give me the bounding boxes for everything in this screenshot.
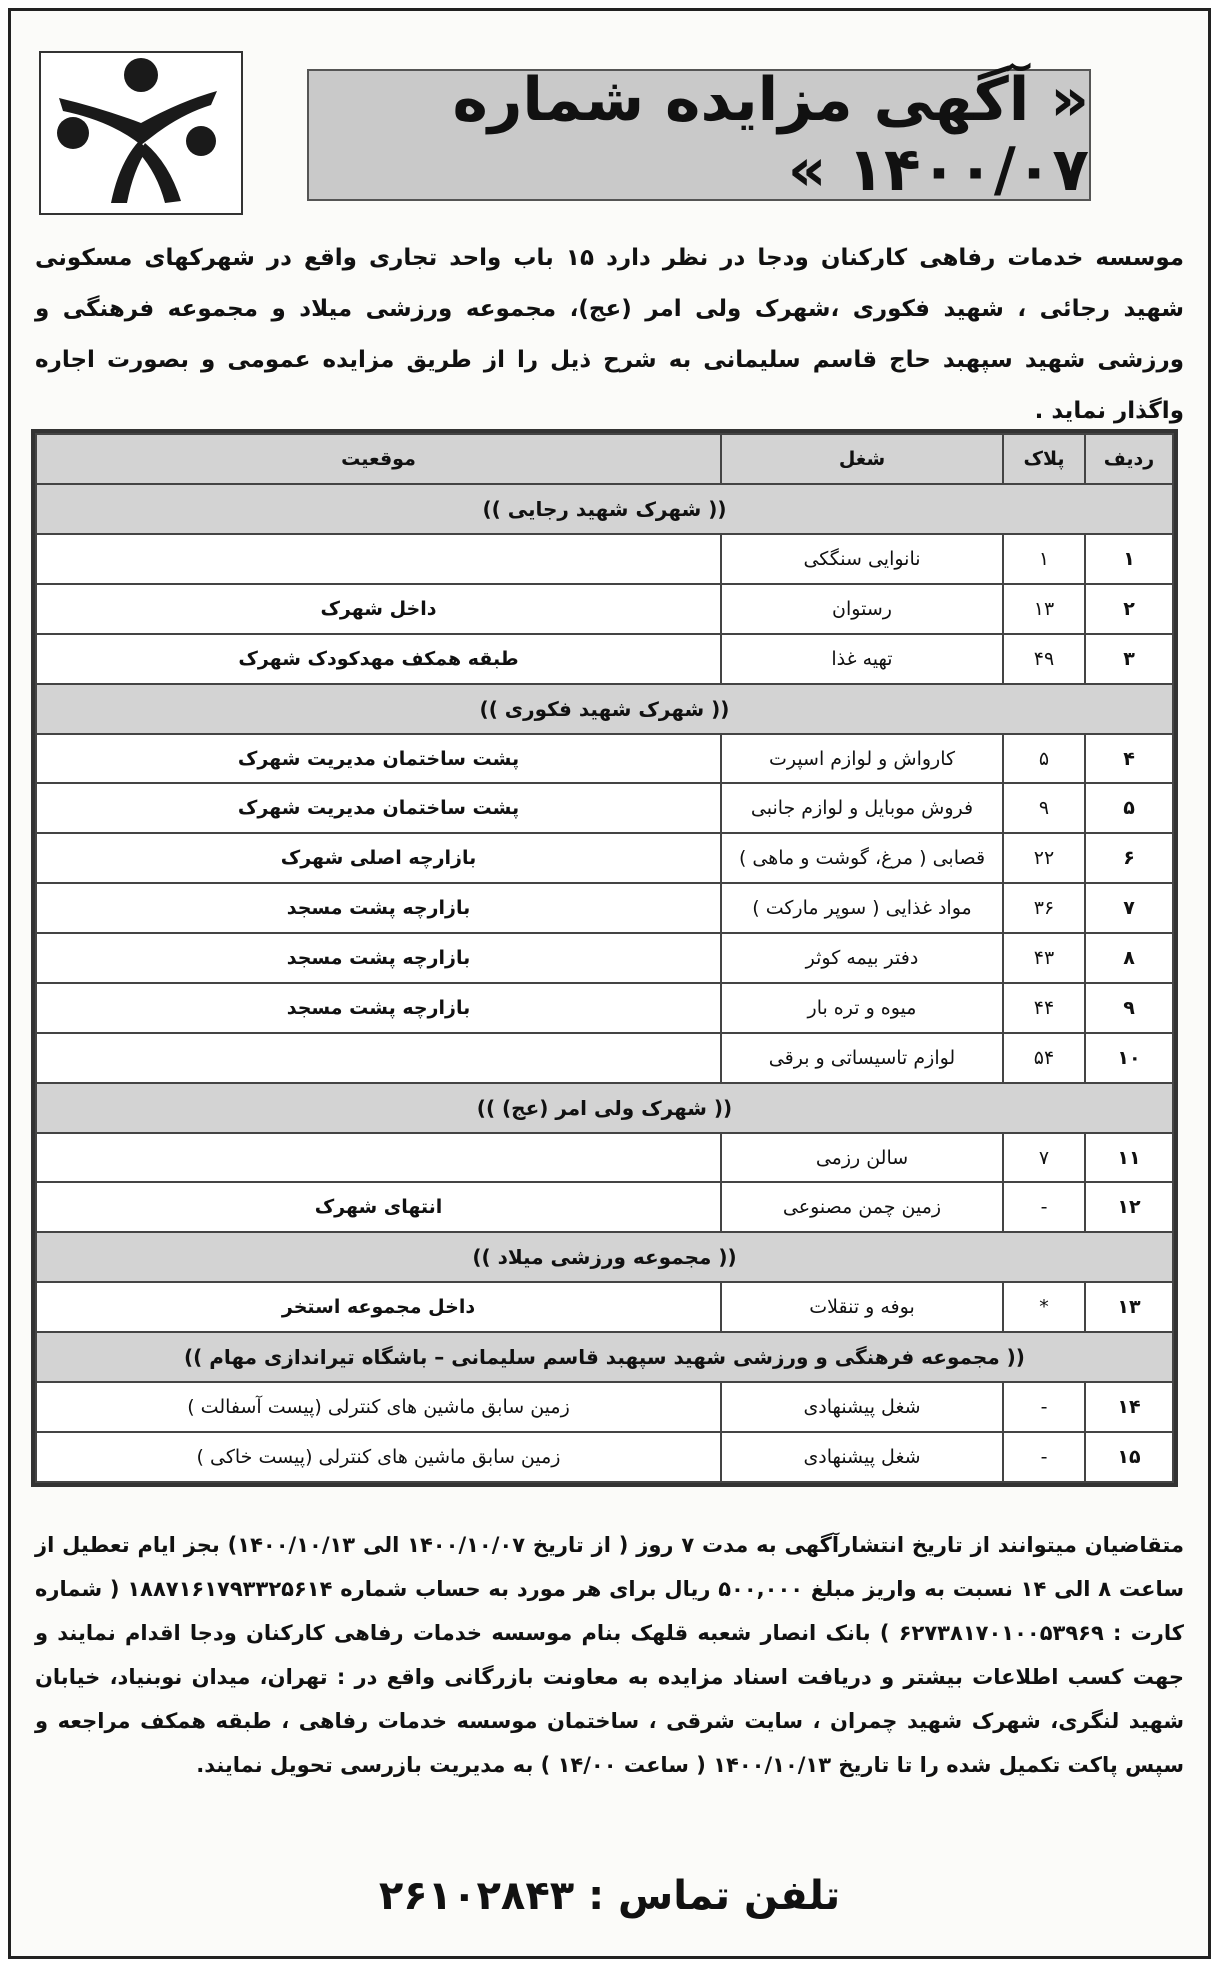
table-row	[36, 634, 1173, 684]
cell-plate: ۱۳	[1003, 584, 1085, 634]
cell-job: لوازم تاسیساتی و برقی	[721, 1033, 1003, 1083]
units-table-frame	[31, 429, 1178, 1487]
cell-location: زمین سابق ماشین های کنترلی (پیست خاکی )	[36, 1432, 721, 1482]
cell-row: ۱۳	[1085, 1282, 1173, 1332]
cell-plate: -	[1003, 1382, 1085, 1432]
organization-logo	[39, 51, 243, 215]
table-row	[36, 833, 1173, 883]
section-title: (( مجموعه ورزشی میلاد ))	[36, 1232, 1173, 1282]
units-table	[35, 433, 1174, 1483]
notice-title: « آگهی مزایده شماره ۱۴۰۰/۰۷ »	[452, 65, 1089, 205]
section-title: (( شهرک شهید فکوری ))	[36, 684, 1173, 734]
header-job: شغل	[721, 434, 1003, 484]
section-title: (( مجموعه فرهنگی و ورزشی شهید سپهبد قاسم سلیمانی – باشگاه تیراندازی مهام ))	[36, 1332, 1173, 1382]
intro-paragraph: موسسه خدمات رفاهی کارکنان ودجا در نظر دارد ۱۵ باب واحد تجاری واقع در شهرکهای مسکونی شهید رجائی ، شهید فکوری ،شهرک ولی امر (عج)، مجموعه ورزشی میلاد و مجموعه فرهنگی و ورزشی شهید سپهبد حاج قاسم سلیمانی به شرح ذیل را از طریق مزایده عمومی و بصورت اجاره واگذار نماید .	[35, 245, 1184, 424]
table-row	[36, 534, 1173, 584]
cell-job: قصابی ( مرغ، گوشت و ماهی )	[721, 833, 1003, 883]
cell-row: ۲	[1085, 584, 1173, 634]
table-header-row	[36, 434, 1173, 484]
instructions-paragraph: متقاضیان میتوانند از تاریخ انتشارآگهی به مدت ۷ روز ( از تاریخ ۱۴۰۰/۱۰/۰۷ الی ۱۴۰۰/۱۰/۱۳) بجز ایام تعطیل از ساعت ۸ الی ۱۴ نسبت به واریز مبلغ ۵۰۰,۰۰۰ ریال برای هر مورد به حساب شماره ۱۸۸۷۱۶۱۷۹۳۳۲۵۶۱۴ ( شماره کارت : ۶۲۷۳۸۱۷۰۱۰۰۵۳۹۶۹ ) بانک انصار شعبه قلهک بنام موسسه خدمات رفاهی کارکنان ودجا اقدام نمایند و جهت کسب اطلاعات بیشتر و دریافت اسناد مزایده به معاونت بازرگانی واقع در : تهران، میدان نوبنیاد، خیابان شهید لنگری، شهرک شهید چمران ، سایت شرقی ، ساختمان موسسه خدمات رفاهی ، طبقه همکف مراجعه و سپس پاکت تکمیل شده را تا تاریخ ۱۴۰۰/۱۰/۱۳ ( ساعت ۱۴/۰۰ ) به مدیریت بازرسی تحویل نمایند.	[35, 1533, 1184, 1777]
table-row	[36, 1432, 1173, 1482]
cell-location	[36, 534, 721, 584]
cell-job: دفتر بیمه کوثر	[721, 933, 1003, 983]
table-row	[36, 1133, 1173, 1183]
contact-phone: تلفن تماس : ۲۶۱۰۲۸۴۳	[378, 1873, 841, 1919]
cell-location: داخل مجموعه استخر	[36, 1282, 721, 1332]
cell-plate: ۴۳	[1003, 933, 1085, 983]
cell-job: نانوایی سنگکی	[721, 534, 1003, 584]
cell-row: ۶	[1085, 833, 1173, 883]
cell-plate: ۵	[1003, 734, 1085, 784]
cell-row: ۵	[1085, 783, 1173, 833]
cell-plate: ۳۶	[1003, 883, 1085, 933]
cell-job: بوفه و تنقلات	[721, 1282, 1003, 1332]
cell-plate: -	[1003, 1432, 1085, 1482]
cell-row: ۷	[1085, 883, 1173, 933]
section-title: (( شهرک ولی امر (عج) ))	[36, 1083, 1173, 1133]
cell-row: ۹	[1085, 983, 1173, 1033]
cell-row: ۱۴	[1085, 1382, 1173, 1432]
cell-location	[36, 1133, 721, 1183]
header-row-number: ردیف	[1085, 434, 1173, 484]
cell-job: زمین چمن مصنوعی	[721, 1182, 1003, 1232]
cell-job: میوه و تره بار	[721, 983, 1003, 1033]
cell-job: تهیه غذا	[721, 634, 1003, 684]
cell-row: ۱۰	[1085, 1033, 1173, 1083]
cell-job: فروش موبایل و لوازم جانبی	[721, 783, 1003, 833]
cell-row: ۳	[1085, 634, 1173, 684]
cell-row: ۸	[1085, 933, 1173, 983]
cell-location: طبقه همکف مهدکودک شهرک	[36, 634, 721, 684]
table-row	[36, 783, 1173, 833]
cell-plate: -	[1003, 1182, 1085, 1232]
cell-location: پشت ساختمان مدیریت شهرک	[36, 783, 721, 833]
cell-location: بازارچه پشت مسجد	[36, 983, 721, 1033]
header-location: موقعیت	[36, 434, 721, 484]
table-row	[36, 734, 1173, 784]
cell-row: ۴	[1085, 734, 1173, 784]
cell-location: انتهای شهرک	[36, 1182, 721, 1232]
cell-job: شغل پیشنهادی	[721, 1432, 1003, 1482]
cell-row: ۱۵	[1085, 1432, 1173, 1482]
cell-job: مواد غذایی ( سوپر مارکت )	[721, 883, 1003, 933]
auction-notice	[8, 8, 1211, 1959]
cell-plate: *	[1003, 1282, 1085, 1332]
cell-location: بازارچه اصلی شهرک	[36, 833, 721, 883]
table-row	[36, 1382, 1173, 1432]
cell-job: کارواش و لوازم اسپرت	[721, 734, 1003, 784]
cell-plate: ۷	[1003, 1133, 1085, 1183]
table-row	[36, 584, 1173, 634]
cell-location: زمین سابق ماشین های کنترلی (پیست آسفالت )	[36, 1382, 721, 1432]
cell-job: شغل پیشنهادی	[721, 1382, 1003, 1432]
cell-row: ۱۱	[1085, 1133, 1173, 1183]
cell-plate: ۴۴	[1003, 983, 1085, 1033]
cell-location: داخل شهرک	[36, 584, 721, 634]
cell-row: ۱	[1085, 534, 1173, 584]
cell-location: بازارچه پشت مسجد	[36, 883, 721, 933]
cell-plate: ۴۹	[1003, 634, 1085, 684]
table-row	[36, 1182, 1173, 1232]
cell-job: رستوان	[721, 584, 1003, 634]
table-row	[36, 933, 1173, 983]
cell-plate: ۹	[1003, 783, 1085, 833]
logo-emblem-icon	[41, 53, 237, 209]
cell-plate: ۱	[1003, 534, 1085, 584]
table-row	[36, 1282, 1173, 1332]
cell-location	[36, 1033, 721, 1083]
cell-location: بازارچه پشت مسجد	[36, 933, 721, 983]
cell-row: ۱۲	[1085, 1182, 1173, 1232]
section-title: (( شهرک شهید رجایی ))	[36, 484, 1173, 534]
table-row	[36, 1033, 1173, 1083]
cell-plate: ۲۲	[1003, 833, 1085, 883]
cell-plate: ۵۴	[1003, 1033, 1085, 1083]
cell-location: پشت ساختمان مدیریت شهرک	[36, 734, 721, 784]
header-plate: پلاک	[1003, 434, 1085, 484]
cell-job: سالن رزمی	[721, 1133, 1003, 1183]
table-row	[36, 883, 1173, 933]
table-row	[36, 983, 1173, 1033]
notice-title-box	[307, 65, 1091, 205]
